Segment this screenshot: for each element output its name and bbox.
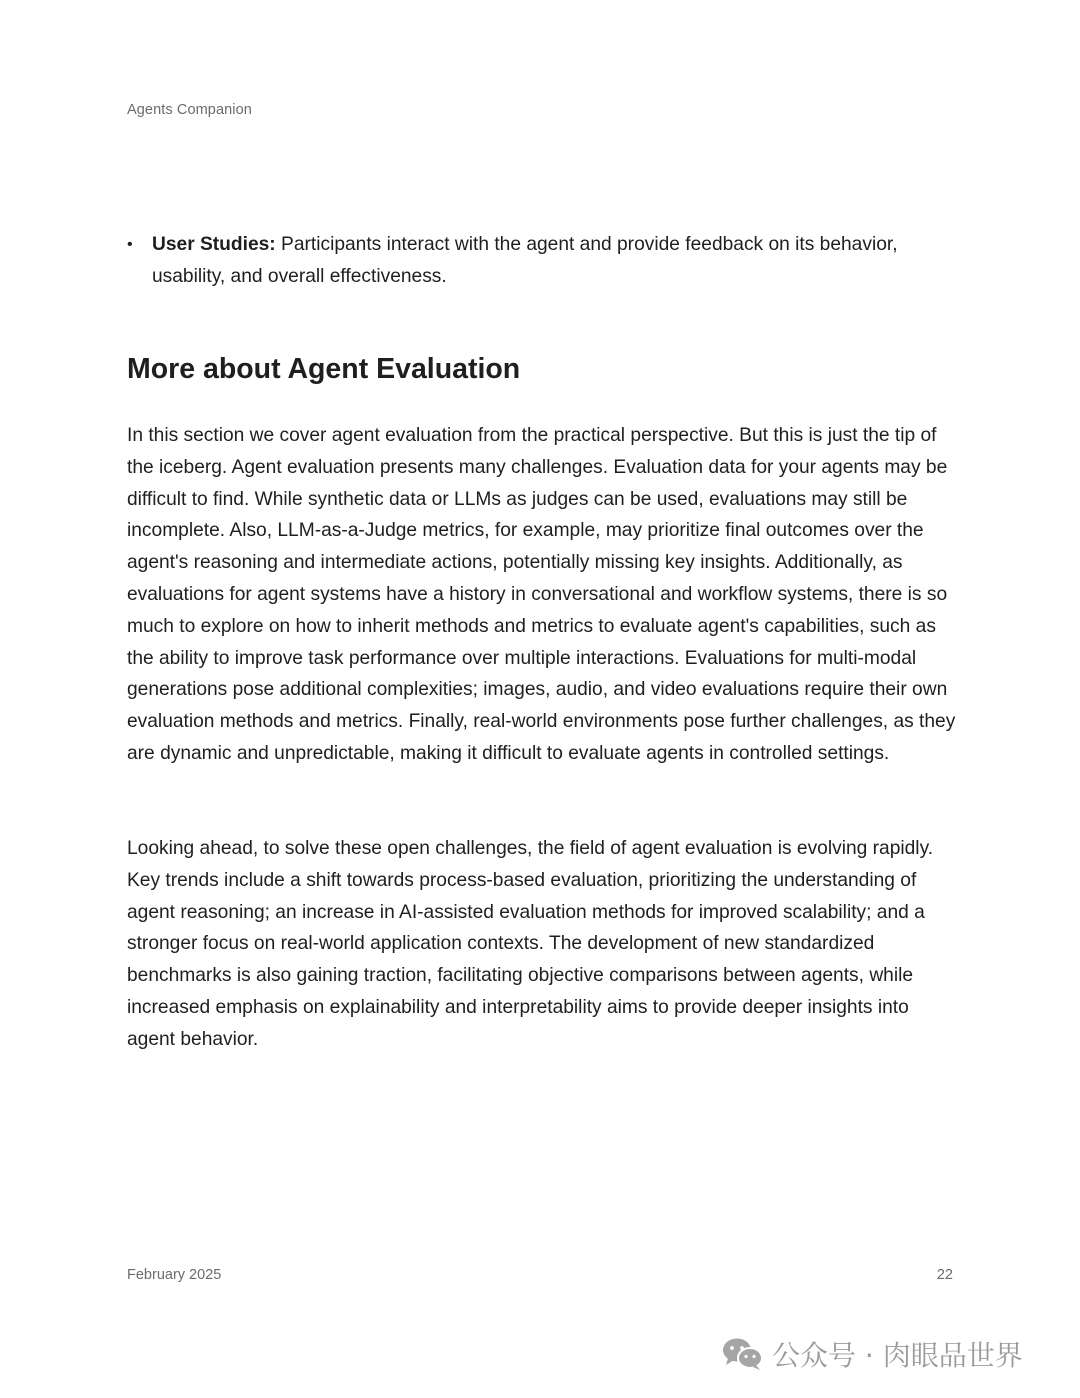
section-heading: More about Agent Evaluation [127, 353, 521, 385]
body-paragraph: In this section we cover agent evaluation from the practical perspective. But this is just the tip of the iceberg. Agent evaluation presents many challenges. Evaluation data for your agents may be difficult to find. While synthetic data or LLMs as judges can be used, evaluations may still be incomplete. Also, LLM-as-a-Judge metrics, for example, may prioritize final outcomes over the agent's reasoning and intermediate actions, potentially missing key insights. Additionally, as evaluations for agent systems have a history in conversational and workflow systems, there is so much to explore on how to inherit methods and metrics to evaluate agent's capabilities, such as the ability to improve task performance over multiple interactions. Evaluations for multi-modal generations pose additional complexities; images, audio, and video evaluations require their own evaluation methods and metrics. Finally, real-world environments pose further challenges, as they are dynamic and unpredictable, making it difficult to evaluate agents in controlled settings. [127, 425, 956, 764]
bullet-dot: • [127, 236, 133, 253]
footer-date: February 2025 [127, 1267, 222, 1283]
wechat-icon [722, 1337, 764, 1371]
list-item [127, 229, 957, 293]
bullet-list [127, 229, 957, 293]
body-paragraph: Looking ahead, to solve these open challenges, the field of agent evaluation is evolving rapidly. Key trends include a shift towards process-based evaluation, prioritizing the understanding of agent reasoning; an increase in AI-assisted evaluation methods for improved scalability; and a stronger focus on real-world application contexts. The development of new standardized benchmarks is also gaining traction, facilitating objective comparisons between agents, while increased emphasis on explainability and interpretability aims to provide deeper insights into agent behavior. [127, 838, 934, 1050]
bullet-term: User Studies: [152, 234, 276, 255]
bullet-text: Participants interact with the agent and provide feedback on its behavior, usability, and overall effectiveness. [152, 234, 898, 287]
page-number: 22 [936, 1267, 953, 1283]
watermark-text: 公众号 · 肉眼品世界 [772, 1339, 1023, 1372]
running-header: Agents Companion [127, 102, 252, 118]
watermark [722, 1334, 1023, 1374]
